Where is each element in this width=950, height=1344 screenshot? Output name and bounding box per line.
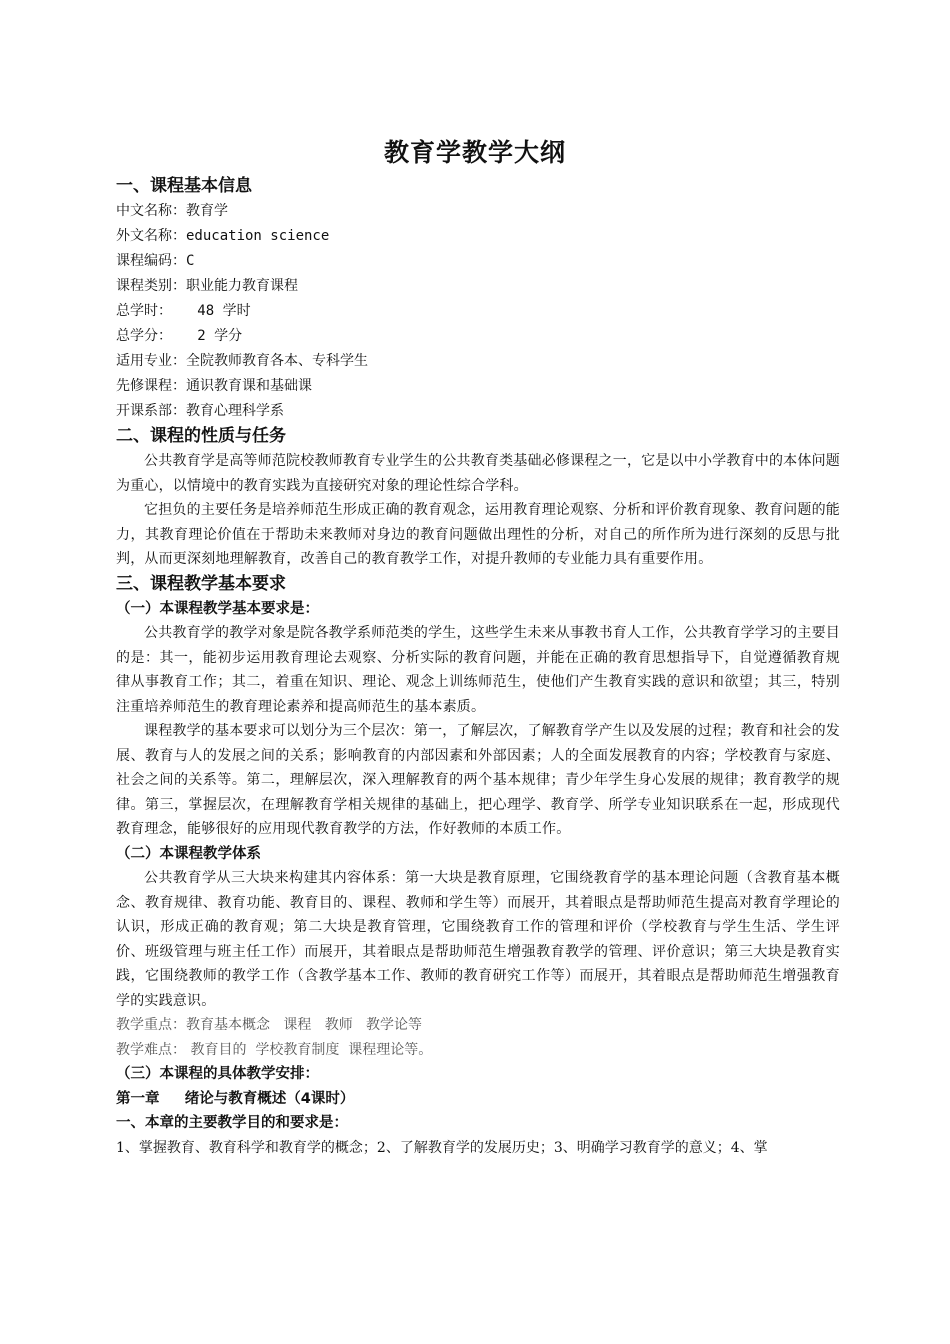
section-heading-basic-info: 一、课程基本信息 [116,176,252,196]
chapter-1-objectives-heading: 一、本章的主要教学目的和要求是： [116,1115,348,1131]
subheading-arrangement: （三）本课程的具体教学安排： [116,1066,319,1082]
nature-paragraph-2: 它担负的主要任务是培养师范生形成正确的教育观念，运用教育理论观察、分析和评价教育现象、教育问题的能力，其教育理论价值在于帮助未来教师对身边的教育问题做出理性的分析，对自己的所作所为进行深刻的反思与批判，从而更深刻地理解教育，改善自己的教育教学工作，对提升教师的专业能力具有重要作用。 [116,502,840,567]
subheading-requirements: （一）本课程教学基本要求是： [116,600,319,617]
teaching-difficulty: 教学难点： 教育目的 学校教育制度 课程理论等。 [116,1041,433,1058]
info-applicable-majors: 适用专业：全院教师教育各本、专科学生 [116,353,368,369]
info-chinese-name: 中文名称：教育学 [116,203,228,219]
document-body [116,174,840,1160]
info-department: 开课系部：教育心理科学系 [116,403,284,419]
nature-paragraph-1: 公共教育学是高等师范院校教师教育专业学生的公共教育类基础必修课程之一，它是以中小学教育中的本体问题为重心，以情境中的教育实践为直接研究对象的理论性综合学科。 [116,453,840,494]
subheading-system: （二）本课程教学体系 [116,845,261,862]
system-paragraph: 公共教育学从三大块来构建其内容体系：第一大块是教育原理，它围绕教育学的基本理论问题（含教育基本概念、教育规律、教育功能、教育目的、课程、教师和学生等）而展开，其着眼点是帮助师范生提高对教育学理论的认识，形成正确的教育观；第二大块是教育管理，它围绕教育工作的管理和评价（学校教育与学生生活、学生评价、班级管理与班主任工作）而展开，其着眼点是帮助师范生增强教育教学的管理、评价意识；第三大块是教育实践，它围绕教师的教学工作（含教学基本工作、教师的教育研究工作等）而展开，其着眼点是帮助师范生增强教育学的实践意识。 [116,870,840,1009]
info-foreign-name: 外文名称：education science [116,228,330,244]
info-course-category: 课程类别：职业能力教育课程 [116,278,298,294]
section-heading-nature: 二、课程的性质与任务 [116,426,286,446]
info-prerequisites: 先修课程：通识教育课和基础课 [116,378,312,394]
chapter-1-heading: 第一章 绪论与教育概述（4课时） [116,1090,355,1107]
section-heading-requirements: 三、课程教学基本要求 [116,573,286,594]
requirements-paragraph-1: 公共教育学的教学对象是院各教学系师范类的学生，这些学生未来从事教书育人工作，公共教育学学习的主要目的是：其一，能初步运用教育理论去观察、分析实际的教育问题，并能在正确的教育思想指导下，自觉遵循教育规律从事教育工作；其二，着重在知识、理论、观念上训练师范生，使他们产生教育实践的意识和欲望；其三，特别注重培养师范生的教育理论素养和提高师范生的基本素质。 [116,625,840,715]
info-course-code: 课程编码：C [116,253,195,269]
info-total-hours: 总学时： 48 学时 [116,303,251,319]
info-total-credits: 总学分： 2 学分 [116,328,243,344]
document-title: 教育学教学大纲 [383,138,566,167]
chapter-1-objectives-text: 1、掌握教育、教育科学和教育学的概念；2、了解教育学的发展历史；3、明确学习教育学的意义；4、掌 [116,1139,768,1156]
teaching-focus: 教学重点：教育基本概念 课程 教师 教学论等 [116,1017,423,1033]
requirements-paragraph-2: 课程教学的基本要求可以划分为三个层次：第一，了解层次，了解教育学产生以及发展的过程；教育和社会的发展、教育与人的发展之间的关系；影响教育的内部因素和外部因素；人的全面发展教育的内容；学校教育与家庭、社会之间的关系等。第二，理解层次，深入理解教育的两个基本规律；青少年学生身心发展的规律；教育教学的规律。第三，掌握层次，在理解教育学相关规律的基础上，把心理学、教育学、所学专业知识联系在一起，形成现代教育理念，能够很好的应用现代教育教学的方法，作好教师的本质工作。 [116,723,840,837]
